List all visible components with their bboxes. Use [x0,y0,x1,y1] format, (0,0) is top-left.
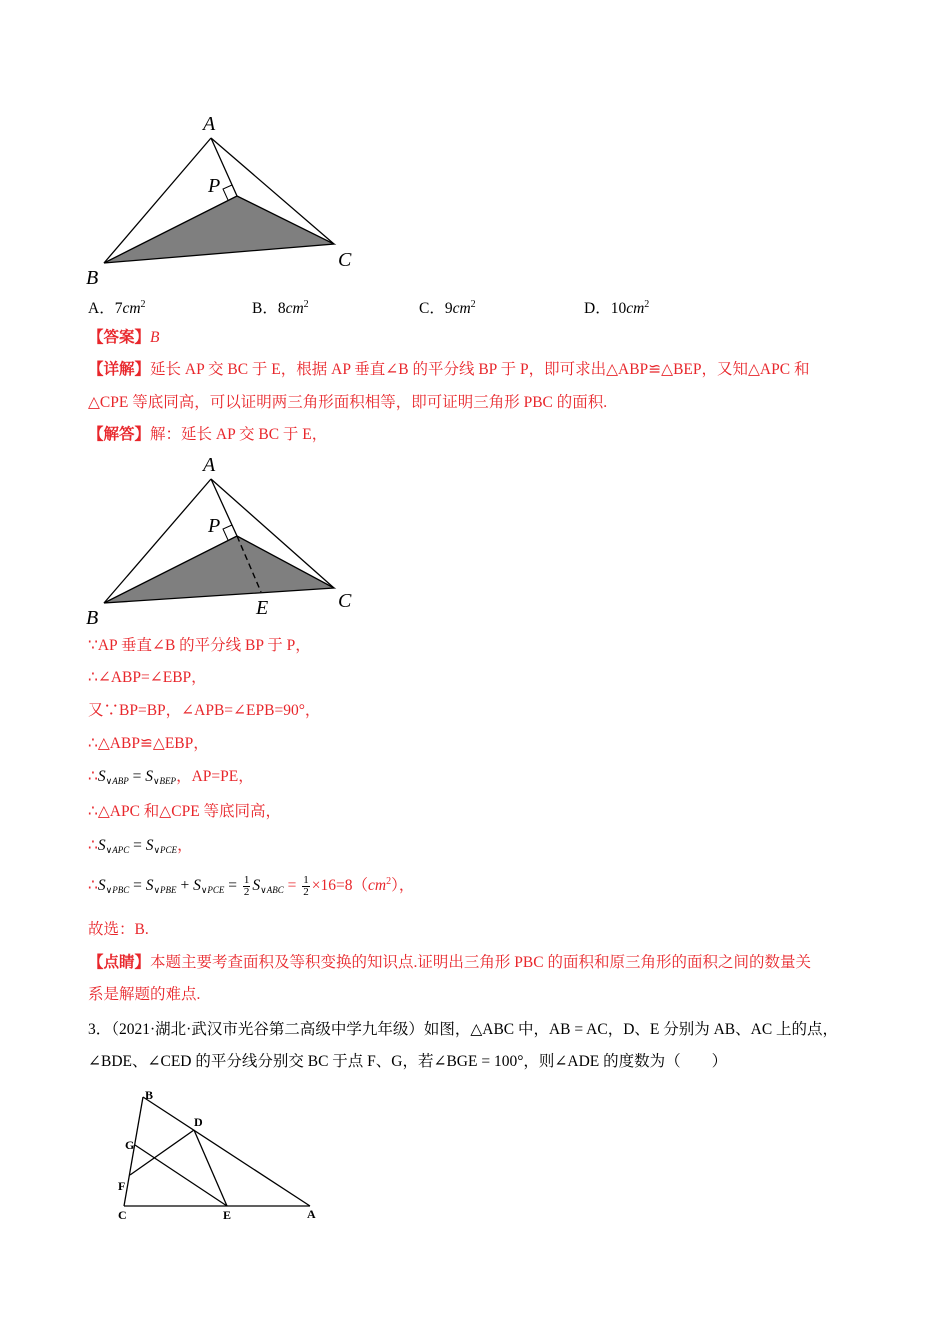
label-c: C [338,590,352,612]
label-e: E [256,597,269,619]
option-c: C．$9cm^2$ [419,299,476,317]
detail-line-1: 【详解】延长 AP 交 BC 于 E，根据 AP 垂直∠B 的平分线 BP 于 P，即可求出△ABP≌△BEP，又知△APC 和 [88,361,810,378]
right-angle-mark [223,525,232,540]
step-8: $\therefore S_{\vee PBC} = S_{\vee PBE} + S_{\vee PCE}$ = $\frac{1}{2}$ $S_{\vee ABC}$ = $\frac{1}{2}$ $\times 16=8(cm^2)$， [88,874,415,898]
comment-line-2: 系是解题的难点. [88,986,201,1003]
label-f: F [118,1179,126,1193]
question-3-line-2: ∠BDE、∠CED 的平分线分别交 BC 于点 F、G，若∠BGE = 100°，则∠ADE 的度数为（ ） [88,1053,728,1070]
label-a: A [203,454,216,476]
label-c: C [338,249,352,271]
detail-line-2: △CPE 等底同高，可以证明两三角形面积相等，即可证明三角形 PBC 的面积. [88,394,608,411]
question-3-line-1: 3．（2021·湖北·武汉市光谷第二高级中学九年级）如图，△ABC 中，AB = AC，D、E 分别为 AB、AC 上的点， [88,1021,839,1038]
label-d: D [194,1115,203,1129]
choose-line: 故选：B. [88,921,149,938]
label-b: B [86,267,99,289]
segment-ba [143,1097,310,1206]
right-angle-mark [223,185,232,200]
step-4: ∴△ABP≌△EBP， [88,735,209,752]
label-p: P [208,515,221,537]
step-5: $\therefore S_{\vee ABP} = S_{\vee BEP}$，AP=PE， [88,768,254,786]
segment-df [130,1130,194,1175]
label-a: A [203,113,216,135]
answer-line: 【答案】B [88,329,160,346]
label-b: B [145,1088,154,1102]
label-a: A [307,1207,316,1221]
option-d: D．$10cm^2$ [584,299,650,317]
step-6: ∴△APC 和△CPE 等底同高， [88,803,282,820]
figure-2 [80,452,380,632]
figure-1 [80,110,380,290]
option-a: A．$7cm^2$ [88,299,146,317]
label-g: G [125,1138,135,1152]
shaded-triangle-pbc [104,196,334,263]
comment-line-1: 【点睛】本题主要考查面积及等积变换的知识点.证明出三角形 PBC 的面积和原三角形的面积之间的数量关 [88,954,811,971]
step-2: ∴∠ABP=∠EBP， [88,669,207,686]
step-3: 又∵BP=BP，∠APB=∠EPB=90°， [88,702,321,719]
label-b: B [86,607,99,629]
step-1: ∵AP 垂直∠B 的平分线 BP 于 P， [88,637,311,654]
label-e: E [223,1208,232,1222]
label-c: C [118,1208,127,1222]
shaded-triangle-pbc [104,536,334,603]
step-7: $\therefore S_{\vee APC} = S_{\vee PCE}$， [88,837,193,855]
label-p: P [208,175,221,197]
figure-3 [110,1088,350,1228]
option-b: B．$8cm^2$ [252,299,309,317]
solution-line: 【解答】解：延长 AP 交 BC 于 E， [88,426,328,443]
